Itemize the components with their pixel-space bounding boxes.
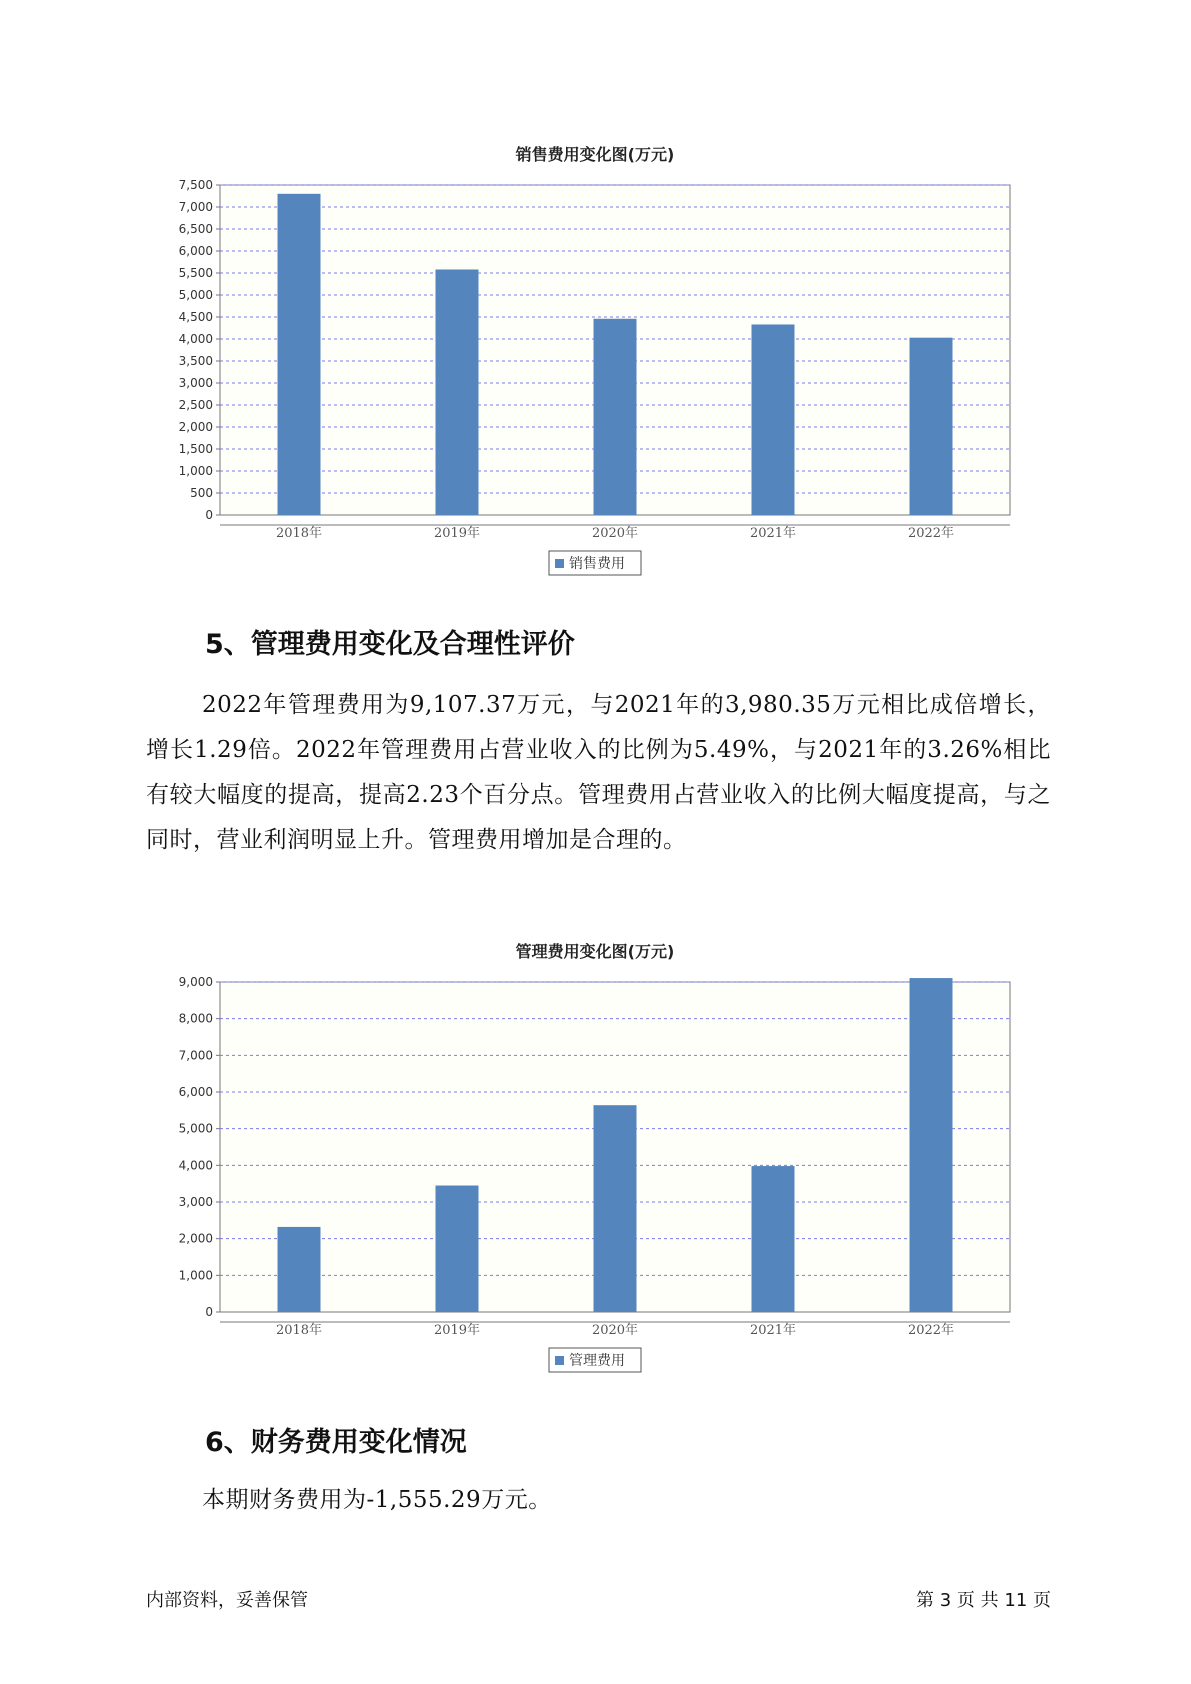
- sales-chart-xtick-label: 2021年: [749, 526, 797, 541]
- sales-chart-ytick-label: 500: [190, 486, 213, 500]
- sales-chart-ytick-label: 0: [205, 508, 213, 522]
- admin-chart-bar: [594, 1105, 637, 1312]
- sales-chart-ytick-label: 6,000: [178, 244, 213, 258]
- sales-expense-chart: [0, 135, 1191, 595]
- sales-chart-ytick-label: 1,000: [178, 464, 213, 478]
- sales-chart-ytick-label: 4,500: [178, 310, 213, 324]
- footer-page-number: 第 3 页 共 11 页: [916, 1590, 1051, 1611]
- sales-chart-xtick-label: 2019年: [433, 526, 481, 541]
- admin-chart-bar: [752, 1166, 795, 1312]
- admin-chart-ytick-label: 7,000: [178, 1048, 213, 1063]
- admin-chart-bar: [436, 1186, 479, 1313]
- admin-chart-ytick-label: 0: [205, 1305, 213, 1319]
- sales-chart-bar: [752, 324, 795, 515]
- admin-chart-legend-label: 管理费用: [569, 1353, 625, 1369]
- admin-chart-legend-swatch: [555, 1356, 564, 1365]
- sales-chart-ytick-label: 2,500: [178, 398, 213, 412]
- sales-chart-xtick-label: 2018年: [275, 526, 323, 541]
- sales-chart-ytick-label: 7,500: [178, 178, 213, 192]
- admin-chart-legend: [549, 1348, 641, 1372]
- admin-chart-ytick-label: 2,000: [178, 1231, 213, 1246]
- section-5-heading: 5、管理费用变化及合理性评价: [205, 629, 575, 660]
- admin-chart-ytick-label: 5,000: [178, 1121, 213, 1136]
- admin-chart-ytick-label: 6,000: [178, 1085, 213, 1099]
- admin-chart-ytick-label: 1,000: [178, 1268, 213, 1283]
- sales-chart-ytick-label: 3,000: [178, 376, 213, 390]
- sales-chart-ytick-label: 3,500: [178, 354, 213, 368]
- admin-chart-xtick-label: 2020年: [591, 1323, 639, 1338]
- sales-chart-ytick-label: 6,500: [178, 222, 213, 236]
- admin-chart-ytick-label: 3,000: [178, 1195, 213, 1209]
- section-6-heading: 6、财务费用变化情况: [205, 1427, 467, 1458]
- sales-chart-ytick-label: 2,000: [178, 420, 213, 434]
- admin-chart-title: 管理费用变化图(万元): [515, 942, 675, 961]
- sales-chart-xtick-label: 2022年: [907, 526, 955, 541]
- sales-chart-bar: [910, 338, 953, 515]
- admin-chart-xtick-label: 2018年: [275, 1323, 323, 1338]
- admin-expense-chart: [0, 932, 1191, 1392]
- section-6-paragraph: 本期财务费用为-1,555.29万元。: [202, 1487, 552, 1513]
- admin-chart-xtick-label: 2019年: [433, 1323, 481, 1338]
- section-5-paragraph: 2022年管理费用为9,107.37万元，与2021年的3,980.35万元相比成倍增长，增长1.29倍。2022年管理费用占营业收入的比例为5.49%，与2021年的3.26%相比有较大幅度的提高，提高2.23个百分点。管理费用占营业收入的比例大幅度提高，与之同时，营业利润明显上升。管理费用增加是合理的。: [146, 692, 1051, 853]
- sales-chart-ytick-label: 5,000: [178, 288, 213, 302]
- admin-expense-chart-svg: [0, 932, 1191, 1392]
- sales-chart-legend: [549, 551, 641, 575]
- admin-chart-xtick-label: 2021年: [749, 1323, 797, 1338]
- admin-chart-ytick-label: 4,000: [178, 1158, 213, 1173]
- footer-confidential-note: 内部资料，妥善保管: [146, 1590, 308, 1611]
- sales-chart-legend-swatch: [555, 559, 564, 568]
- sales-chart-ytick-label: 1,500: [178, 442, 213, 456]
- sales-expense-chart-svg: [0, 135, 1191, 595]
- sales-chart-legend-label: 销售费用: [569, 556, 625, 572]
- sales-chart-bar: [436, 269, 479, 515]
- sales-chart-ytick-label: 5,500: [178, 266, 213, 280]
- sales-chart-title: 销售费用变化图(万元): [515, 145, 675, 164]
- admin-chart-bar: [278, 1227, 321, 1312]
- sales-chart-bar: [278, 194, 321, 515]
- admin-chart-ytick-label: 8,000: [178, 1011, 213, 1026]
- sales-chart-ytick-label: 4,000: [178, 332, 213, 346]
- sales-chart-ytick-label: 7,000: [178, 200, 213, 214]
- sales-chart-bar: [594, 319, 637, 515]
- sales-chart-xtick-label: 2020年: [591, 526, 639, 541]
- admin-chart-bar: [910, 978, 953, 1312]
- admin-chart-ytick-label: 9,000: [178, 975, 213, 989]
- admin-chart-xtick-label: 2022年: [907, 1323, 955, 1338]
